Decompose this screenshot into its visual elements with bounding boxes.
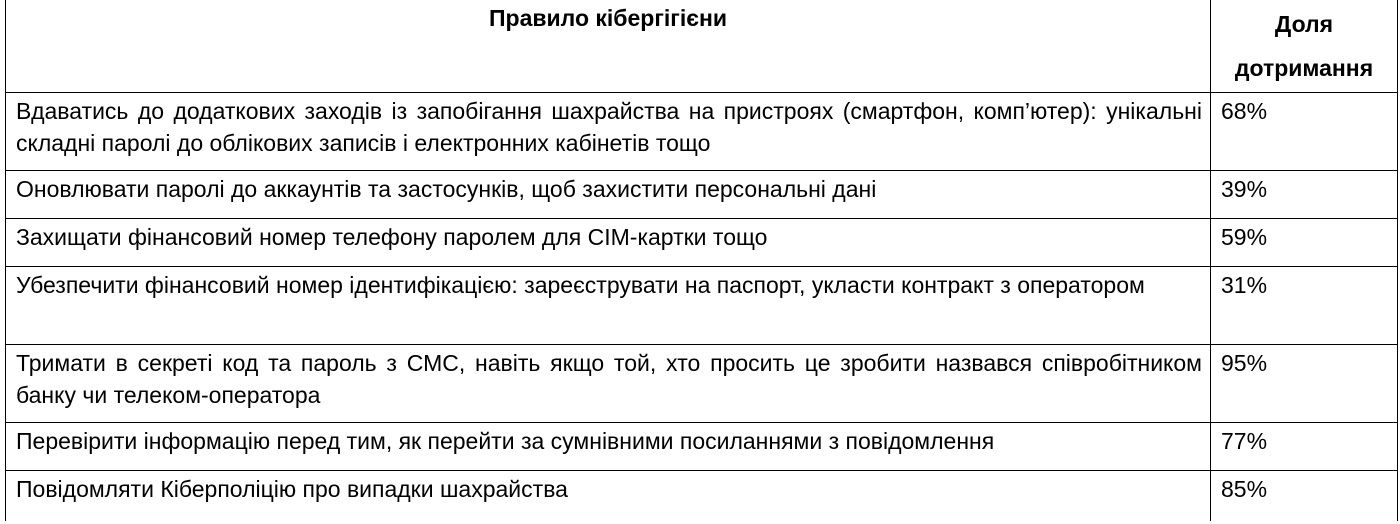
table-row [6, 423, 1398, 471]
rule-cell: Перевірити інформацію перед тим, як перейти за сумнівними посиланнями з повідомлення [6, 423, 1211, 471]
table-row [6, 219, 1398, 267]
header-share-line1: Доля [1274, 11, 1334, 37]
share-cell: 68% [1211, 93, 1398, 171]
share-cell: 31% [1211, 267, 1398, 345]
table-header-row [6, 0, 1398, 93]
share-cell: 59% [1211, 219, 1398, 267]
header-share-line2: дотримання [1234, 55, 1374, 81]
cyber-hygiene-table [5, 0, 1398, 521]
rule-cell: Оновлювати паролі до аккаунтів та застосунків, щоб захистити персональні дані [6, 171, 1211, 219]
share-cell: 95% [1211, 345, 1398, 423]
rule-cell: Вдаватись до додаткових заходів із запобігання шахрайства на пристроях (смартфон, комп’ютер): унікальні складні паролі до облікових записів і електронних кабінетів тощо [6, 93, 1211, 171]
share-cell: 77% [1211, 423, 1398, 471]
table-row [6, 471, 1398, 521]
share-cell: 85% [1211, 471, 1398, 521]
rule-cell: Захищати фінансовий номер телефону паролем для СІМ-картки тощо [6, 219, 1211, 267]
table-row [6, 93, 1398, 171]
share-cell: 39% [1211, 171, 1398, 219]
rule-cell: Повідомляти Кіберполіцію про випадки шахрайства [6, 471, 1211, 521]
header-rule: Правило кібергігієни [6, 0, 1211, 93]
rule-cell: Тримати в секреті код та пароль з СМС, навіть якщо той, хто просить це зробити назвався співробітником банку чи телеком-оператора [6, 345, 1211, 423]
table-row [6, 267, 1398, 345]
table-row [6, 345, 1398, 423]
rule-cell: Убезпечити фінансовий номер ідентифікацією: зареєструвати на паспорт, укласти контракт з оператором [6, 267, 1211, 345]
header-share [1211, 0, 1398, 93]
table-row [6, 171, 1398, 219]
